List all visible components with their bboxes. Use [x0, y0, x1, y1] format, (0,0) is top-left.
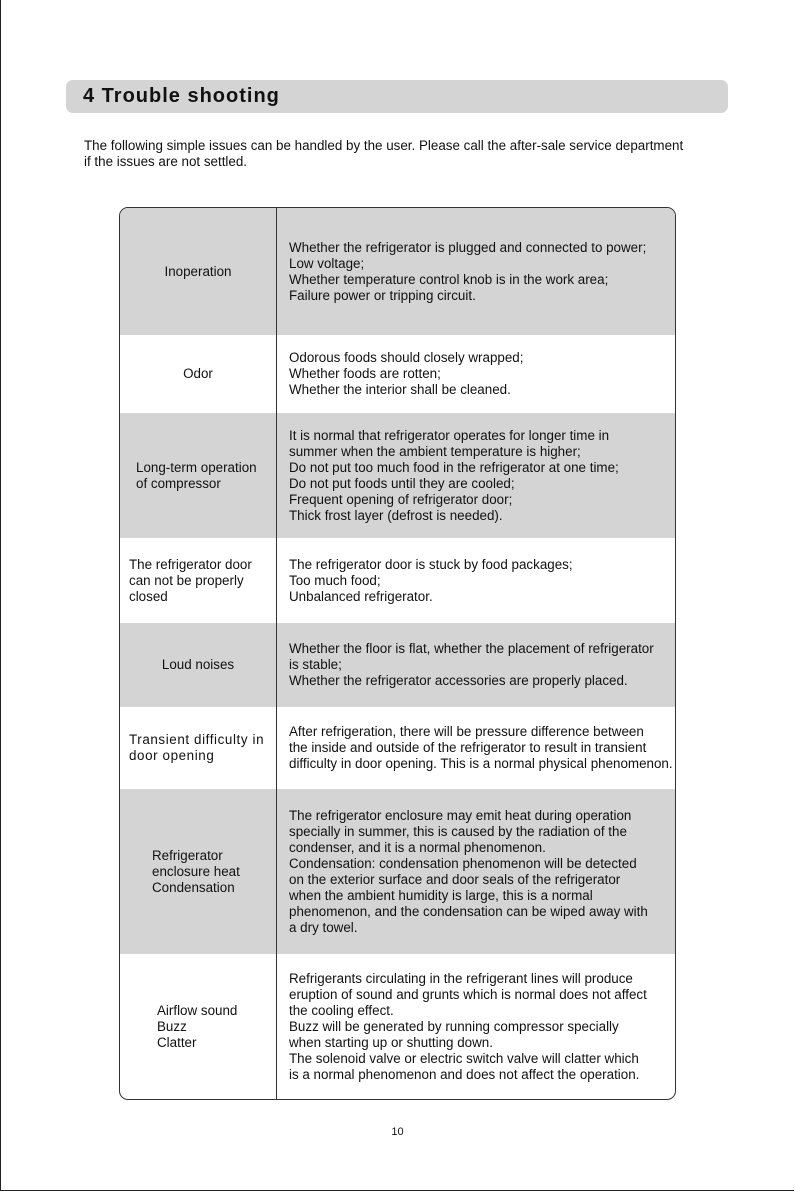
problem-cell [120, 335, 276, 413]
solution-text: The refrigerator door is stuck by food packages; Too much food; Unbalanced refrigerator. [289, 556, 573, 604]
problem-cell [120, 707, 276, 789]
solution-cell [289, 208, 675, 335]
solution-cell [289, 789, 675, 954]
problem-cell [120, 208, 276, 335]
table-row [120, 954, 675, 1099]
problem-text: Long-term operation of compressor [136, 459, 257, 491]
solution-text: Whether the refrigerator is plugged and connected to power; Low voltage; Whether temperature control knob is in the work area; Failure power or tripping circuit. [289, 239, 647, 303]
solution-cell [289, 538, 675, 623]
column-divider [276, 208, 277, 1099]
intro-paragraph: The following simple issues can be handled by the user. Please call the after-sale service department if the issues are not settled. [84, 138, 684, 169]
problem-text: Inoperation [164, 263, 232, 279]
table-row [120, 208, 675, 335]
section-header-bar [66, 80, 728, 113]
troubleshooting-table [119, 207, 676, 1100]
solution-cell [289, 954, 675, 1099]
solution-text: The refrigerator enclosure may emit heat during operation specially in summer, this is caused by the radiation of the condenser, and it is a normal phenomenon. Condensation: condensation phenomenon will be detected on the exterior surface and door seals of the refrigerator when the ambient humidity is large, this is a normal phenomenon, and the condensation can be wiped away with a dry towel. [289, 807, 648, 935]
problem-text: Airflow sound Buzz Clatter [157, 1002, 238, 1050]
table-row [120, 335, 675, 413]
problem-text: Transient difficulty in door opening [129, 732, 265, 763]
section-title: 4 Trouble shooting [83, 85, 280, 107]
table-row [120, 789, 675, 954]
solution-cell [289, 623, 675, 707]
solution-cell [289, 335, 675, 413]
solution-text: After refrigeration, there will be pressure difference between the inside and outside of the refrigerator to result in transient difficulty in door opening. This is a normal physical phenomenon. [289, 724, 673, 771]
problem-cell [120, 789, 276, 954]
table-row [120, 413, 675, 538]
problem-cell [120, 538, 276, 623]
problem-text: Odor [183, 366, 213, 381]
problem-cell [120, 623, 276, 707]
solution-text: Refrigerants circulating in the refrigerant lines will produce eruption of sound and grunts which is normal does not affect the cooling effect. Buzz will be generated by running compressor specially when starting up or shutting down. The solenoid valve or electric switch valve will clatter which is a normal phenomenon and does not affect the operation. [289, 970, 647, 1082]
solution-text: It is normal that refrigerator operates for longer time in summer when the ambient temperature is higher; Do not put too much food in the refrigerator at one time; Do not put foods until they are cooled; Frequent opening of refrigerator door; Thick frost layer (defrost is needed). [289, 427, 619, 523]
problem-cell [120, 413, 276, 538]
table-row [120, 707, 675, 789]
solution-text: Whether the floor is flat, whether the placement of refrigerator is stable; Whether the refrigerator accessories are properly placed. [289, 641, 654, 688]
page-number: 10 [391, 1126, 404, 1138]
table-row [120, 538, 675, 623]
solution-cell [289, 707, 676, 789]
problem-text: The refrigerator door can not be properly closed [129, 556, 252, 604]
solution-cell [289, 413, 675, 538]
problem-cell [120, 954, 276, 1099]
solution-text: Odorous foods should closely wrapped; Whether foods are rotten; Whether the interior shall be cleaned. [289, 350, 524, 397]
table-row [120, 623, 675, 707]
problem-text: Refrigerator enclosure heat Condensation [152, 847, 240, 895]
problem-text: Loud noises [161, 657, 235, 672]
